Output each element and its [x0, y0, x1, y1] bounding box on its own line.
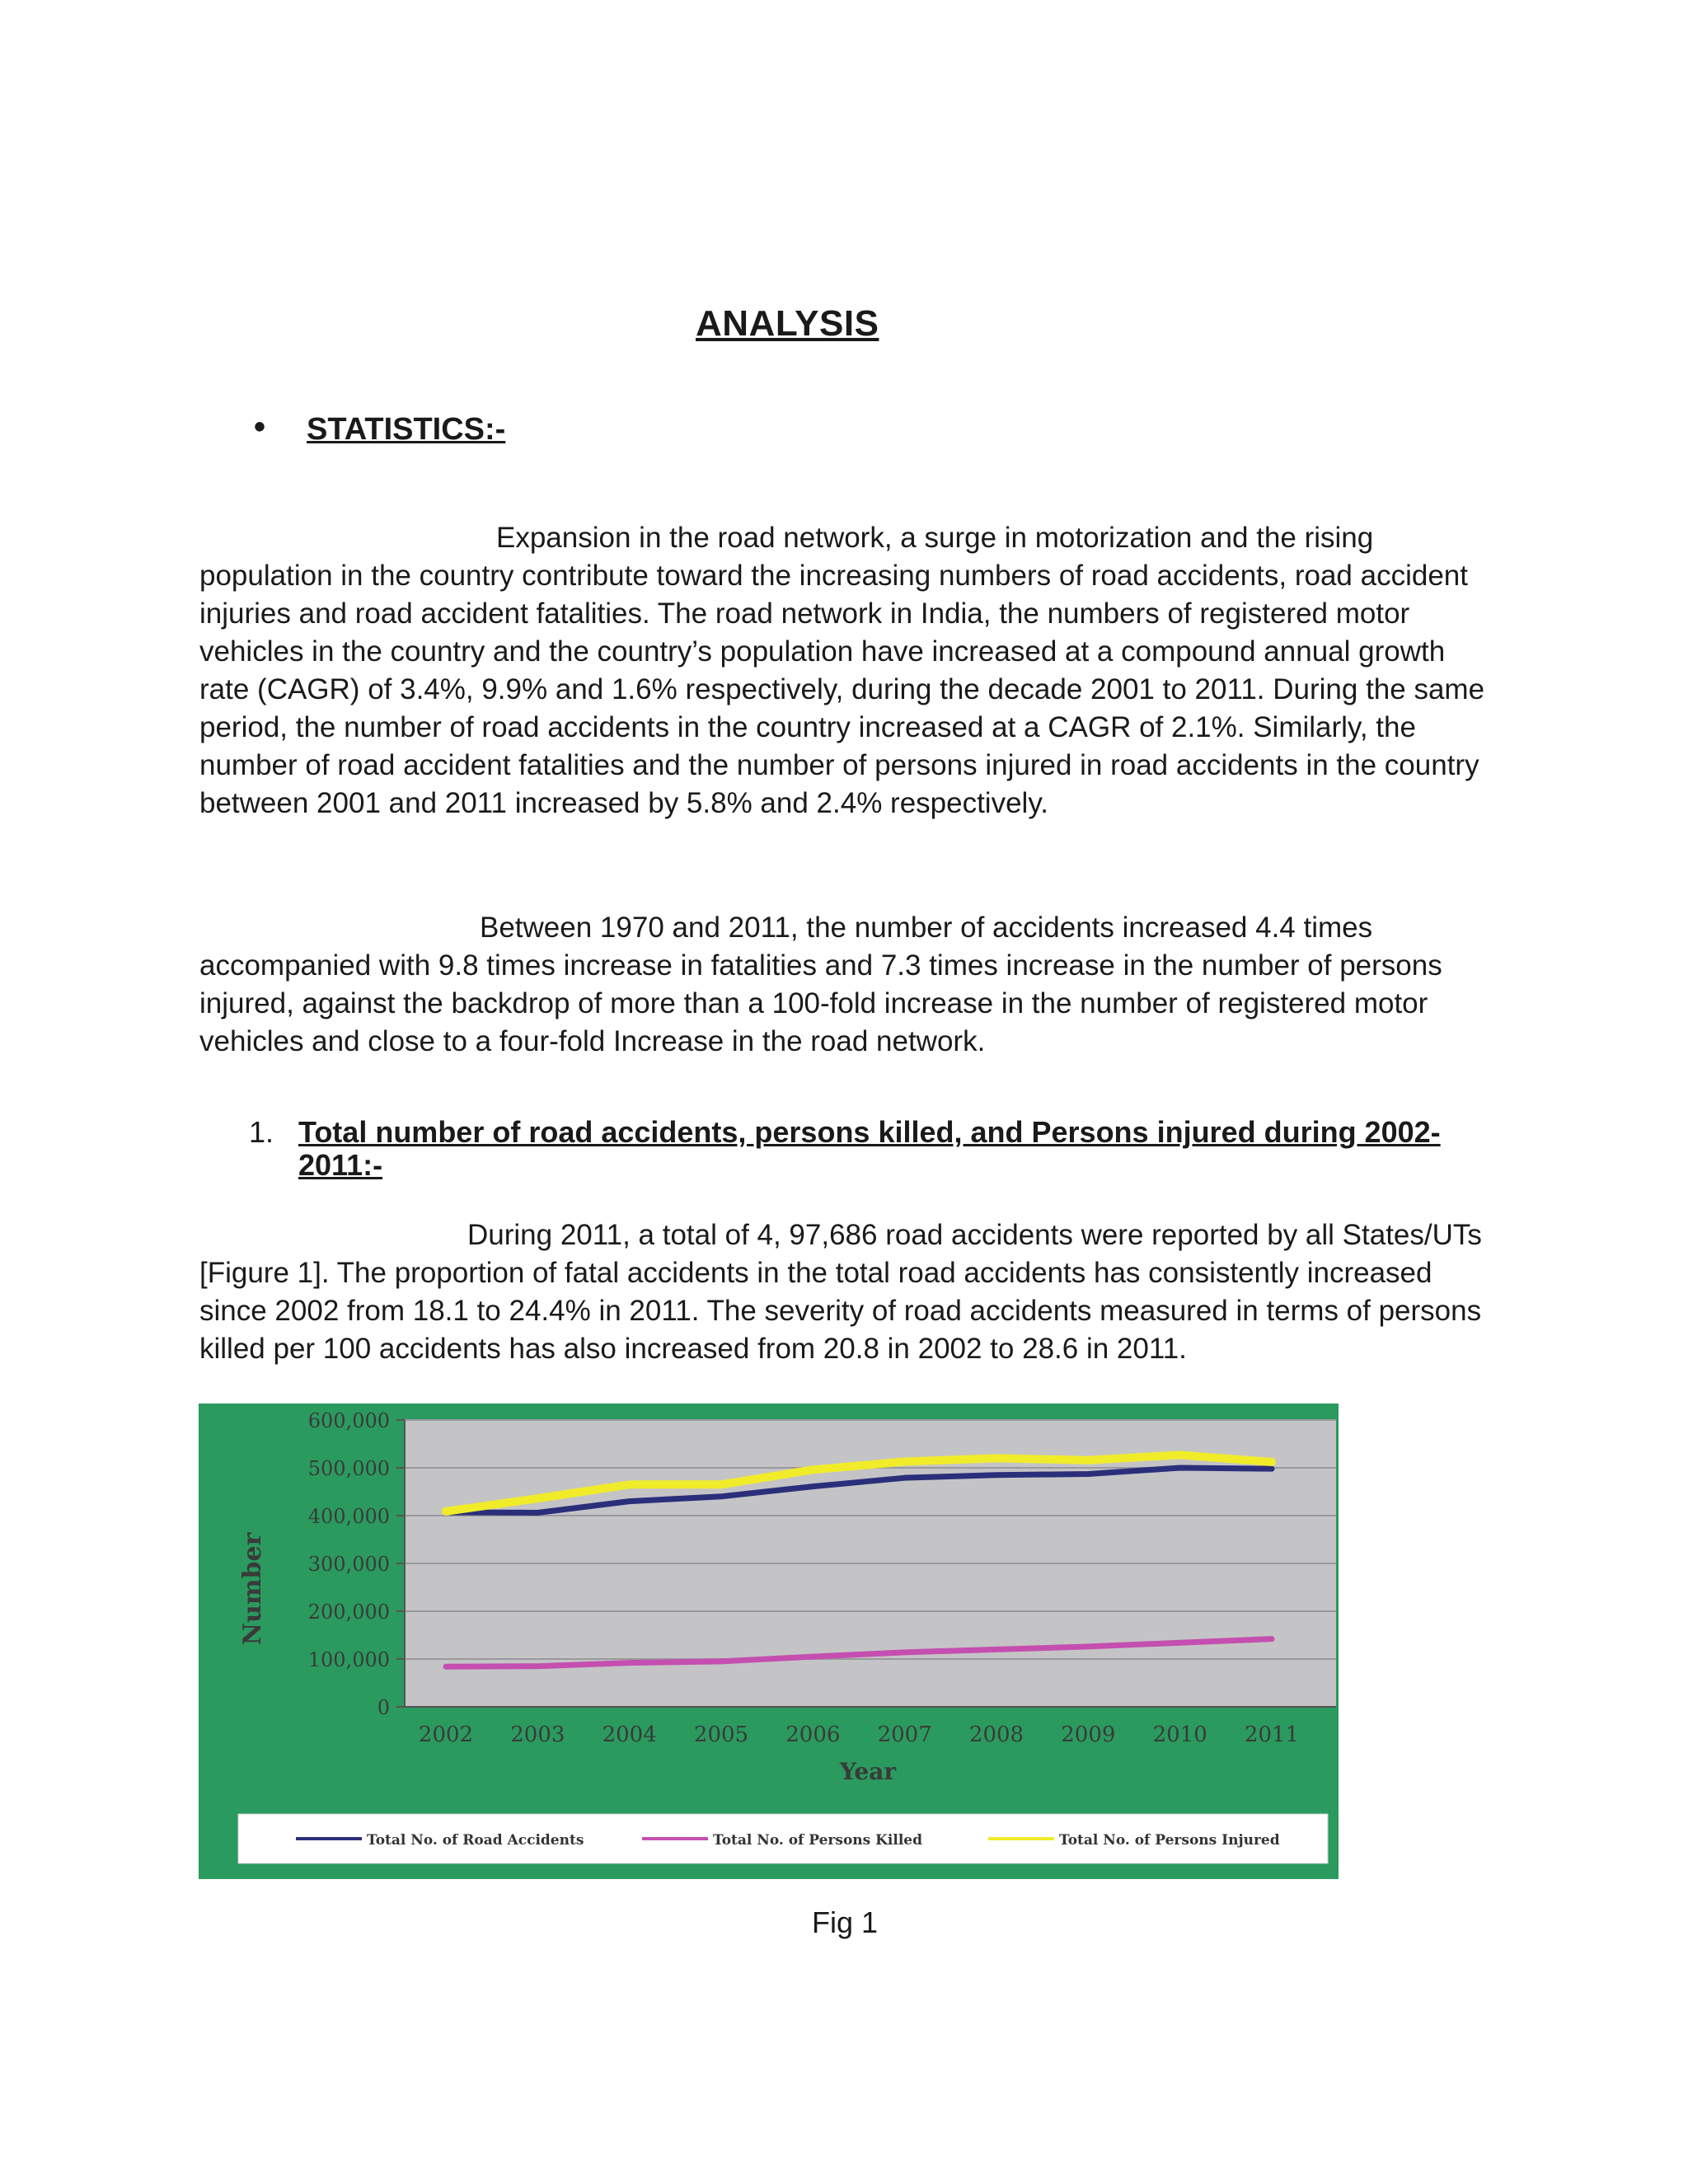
- page-title: ANALYSIS: [696, 303, 879, 344]
- x-tick-label: 2007: [877, 1722, 932, 1747]
- x-tick-label: 2004: [602, 1722, 657, 1747]
- data-point: [444, 1665, 448, 1669]
- numbered-heading-text: Total number of road accidents, persons killed, and Persons injured during 2002-2011:-: [298, 1115, 1441, 1182]
- data-point: [720, 1494, 724, 1498]
- data-point: [1086, 1472, 1090, 1476]
- data-point: [536, 1511, 540, 1515]
- data-point: [1270, 1467, 1274, 1471]
- list-number: 1.: [249, 1115, 274, 1149]
- y-tick-label: 0: [377, 1696, 390, 1719]
- data-point: [811, 1468, 815, 1472]
- legend-label: Total No. of Persons Killed: [713, 1832, 922, 1849]
- y-tick-label: 200,000: [307, 1601, 390, 1624]
- y-tick-label: 500,000: [307, 1457, 390, 1480]
- x-tick-label: 2010: [1152, 1722, 1207, 1747]
- paragraph-1970-2011: [199, 909, 1493, 1061]
- data-point: [536, 1497, 540, 1501]
- y-tick-label: 600,000: [307, 1409, 390, 1432]
- data-point: [811, 1655, 815, 1659]
- line-chart: [199, 1404, 1339, 1879]
- data-point: [995, 1473, 999, 1477]
- data-point: [903, 1650, 907, 1654]
- data-point: [811, 1484, 815, 1488]
- line-chart-figure: [199, 1404, 1339, 1879]
- figure-caption: Fig 1: [812, 1905, 879, 1939]
- data-point: [720, 1483, 724, 1487]
- data-point: [1178, 1466, 1182, 1470]
- data-point: [627, 1661, 631, 1665]
- y-axis-title: Number: [238, 1532, 267, 1646]
- data-point: [903, 1460, 907, 1464]
- data-point: [444, 1509, 448, 1513]
- data-point: [1086, 1458, 1090, 1462]
- paragraph-text: Expansion in the road network, a surge in motorization and the rising population in the country contribute toward the increasing numbers of road accidents, road accident injuries and road accident fatalities. The road network in India, the numbers of registered motor vehicles in the country and the country’s population have increased at a compound annual growth rate (CAGR) of 3.4%, 9.9% and 1.6% respectively, during the decade 2001 to 2011. During the same period, the number of road accidents in the country increased at a CAGR of 2.1%. Similarly, the number of road accident fatalities and the number of persons injured in road accidents in the country between 2001 and 2011 increased by 5.8% and 2.4% respectively.: [199, 522, 1485, 819]
- paragraph-text: During 2011, a total of 4, 97,686 road accidents were reported by all States/UTs [Figure 1]. The proportion of fatal accidents in the total road accidents has consistently increased since 2002 from 18.1 to 24.4% in 2011. The severity of road accidents measured in terms of persons killed per 100 accidents has also increased from 20.8 in 2002 to 28.6 in 2011.: [199, 1219, 1482, 1365]
- section-label: STATISTICS:-: [307, 412, 506, 447]
- x-tick-label: 2005: [693, 1722, 749, 1747]
- x-axis-title: Year: [839, 1758, 897, 1785]
- data-point: [536, 1664, 540, 1668]
- data-point: [995, 1647, 999, 1652]
- data-point: [1086, 1644, 1090, 1648]
- paragraph-2011: [199, 1216, 1493, 1368]
- x-tick-label: 2006: [785, 1722, 841, 1747]
- data-point: [995, 1456, 999, 1460]
- data-point: [1270, 1460, 1274, 1465]
- x-tick-label: 2003: [510, 1722, 565, 1747]
- legend-label: Total No. of Road Accidents: [367, 1832, 584, 1849]
- y-tick-label: 100,000: [307, 1648, 390, 1671]
- data-point: [903, 1476, 907, 1480]
- data-point: [720, 1659, 724, 1663]
- bullet-icon: •: [254, 409, 266, 445]
- x-tick-label: 2011: [1244, 1722, 1300, 1747]
- paragraph-expansion: [199, 519, 1493, 823]
- data-point: [1178, 1641, 1182, 1645]
- data-point: [627, 1483, 631, 1487]
- x-tick-label: 2002: [418, 1722, 474, 1747]
- data-point: [1270, 1637, 1274, 1641]
- x-tick-label: 2008: [968, 1722, 1025, 1747]
- y-tick-label: 400,000: [307, 1505, 390, 1528]
- legend-label: Total No. of Persons Injured: [1059, 1832, 1280, 1849]
- y-tick-label: 300,000: [307, 1553, 390, 1576]
- x-tick-label: 2009: [1061, 1722, 1116, 1747]
- paragraph-text: Between 1970 and 2011, the number of accidents increased 4.4 times accompanied with 9.8 times increase in fatalities and 7.3 times increase in the number of persons injured, against the backdrop of more than a 100-fold increase in the number of registered motor vehicles and close to a four-fold Increase in the road network.: [199, 912, 1442, 1057]
- data-point: [1178, 1453, 1182, 1457]
- data-point: [627, 1499, 631, 1503]
